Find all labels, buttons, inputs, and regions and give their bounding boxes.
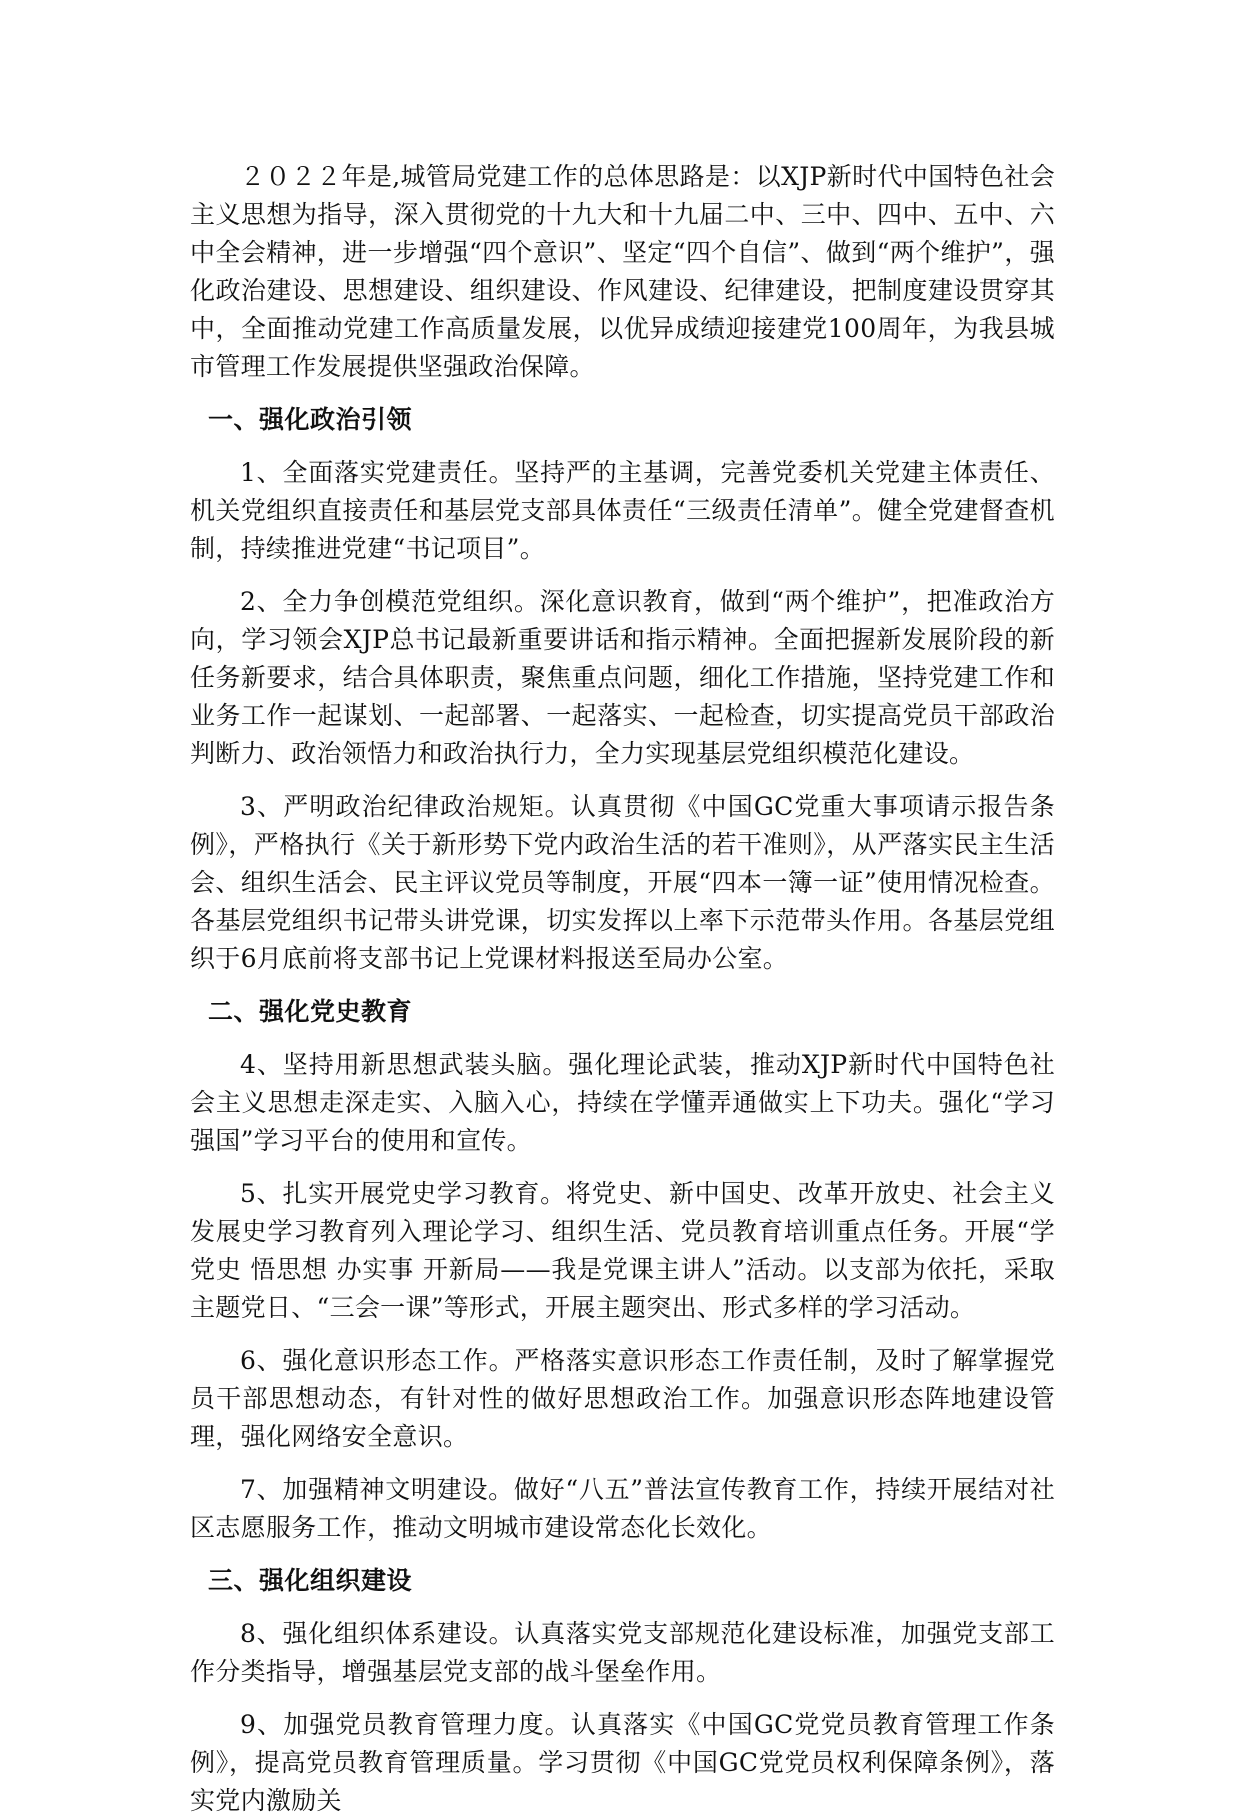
section-paragraph: 1、全面落实党建责任。坚持严的主基调，完善党委机关党建主体责任、机关党组织直接责任和基层党支部具体责任“三级责任清单”。健全党建督查机制，持续推进党建“书记项目”。: [190, 458, 1055, 563]
section-heading: 一、强化政治引领: [208, 405, 413, 434]
document-page: [190, 158, 1055, 1820]
section-paragraph: 4、坚持用新思想武装头脑。强化理论武装，推动XJP新时代中国特色社会主义思想走深走实、入脑入心，持续在学懂弄通做实上下功夫。强化“学习强国”学习平台的使用和宣传。: [190, 1050, 1055, 1155]
intro-paragraph: ２０２２年是,城管局党建工作的总体思路是：以XJP新时代中国特色社会主义思想为指导，深入贯彻党的十九大和十九届二中、三中、四中、五中、六中全会精神，进一步增强“四个意识”、坚定“四个自信”、做到“两个维护”，强化政治建设、思想建设、组织建设、作风建设、纪律建设，把制度建设贯穿其中，全面推动党建工作高质量发展，以优异成绩迎接建党100周年，为我县城市管理工作发展提供坚强政治保障。: [190, 162, 1055, 381]
section-paragraph: 9、加强党员教育管理力度。认真落实《中国GC党党员教育管理工作条例》，提高党员教育管理质量。学习贯彻《中国GC党党员权利保障条例》，落实党内激励关: [190, 1710, 1055, 1815]
section-paragraph: 3、严明政治纪律政治规矩。认真贯彻《中国GC党重大事项请示报告条例》，严格执行《关于新形势下党内政治生活的若干准则》，从严落实民主生活会、组织生活会、民主评议党员等制度，开展“四本一簿一证”使用情况检查。各基层党组织书记带头讲党课，切实发挥以上率下示范带头作用。各基层党组织于6月底前将支部书记上党课材料报送至局办公室。: [190, 792, 1055, 973]
section-paragraph: 5、扎实开展党史学习教育。将党史、新中国史、改革开放史、社会主义发展史学习教育列入理论学习、组织生活、党员教育培训重点任务。开展“学党史 悟思想 办实事 开新局——我是党课主讲人”活动。以支部为依托，采取主题党日、“三会一课”等形式，开展主题突出、形式多样的学习活动。: [190, 1179, 1055, 1322]
section-paragraph: 6、强化意识形态工作。严格落实意识形态工作责任制，及时了解掌握党员干部思想动态，有针对性的做好思想政治工作。加强意识形态阵地建设管理，强化网络安全意识。: [190, 1346, 1055, 1451]
section-party-history-education: [190, 993, 1055, 1547]
section-political-leadership: [190, 401, 1055, 978]
section-organization-building: [190, 1562, 1055, 1820]
section-paragraph: 7、加强精神文明建设。做好“八五”普法宣传教育工作，持续开展结对社区志愿服务工作，推动文明城市建设常态化长效化。: [190, 1475, 1055, 1542]
section-paragraph: 2、全力争创模范党组织。深化意识教育，做到“两个维护”，把准政治方向，学习领会XJP总书记最新重要讲话和指示精神。全面把握新发展阶段的新任务新要求，结合具体职责，聚焦重点问题，细化工作措施，坚持党建工作和业务工作一起谋划、一起部署、一起落实、一起检查，切实提高党员干部政治判断力、政治领悟力和政治执行力，全力实现基层党组织模范化建设。: [190, 587, 1055, 768]
section-heading: 三、强化组织建设: [208, 1566, 413, 1595]
section-heading: 二、强化党史教育: [208, 997, 413, 1026]
section-paragraph: 8、强化组织体系建设。认真落实党支部规范化建设标准，加强党支部工作分类指导，增强基层党支部的战斗堡垒作用。: [190, 1619, 1055, 1686]
